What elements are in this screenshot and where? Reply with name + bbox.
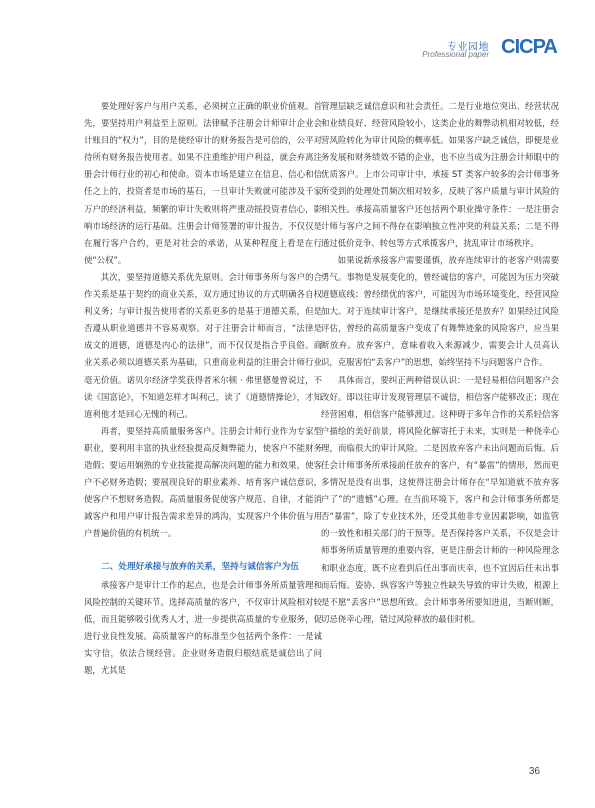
left-column: [84, 98, 322, 679]
paragraph: 其次，要坚持道德关系优先原则。会计师事务所与客户的合作关系是基于契约的商业关系，双方通过协议的方式明确各自权利义务；与审计报告使用者的关系更多的是基于道德关系，但是否遵从职业道德并不容易观察。对于注册会计师而言，“法律是成文的道德，道德是内心的法律”，而不仅仅是指合乎良俗。商业关系必须以道德关系为基础，只重商业利益的注册会计师行业毫无价值。诺贝尔经济学奖获得者米尔顿 · 弗里德曼曾说过，不读《国富论》，不知道怎样才叫利己，读了《道德情操论》，才知道利他才是回心无愧的利己。: [84, 271, 322, 419]
paragraph: 如果说新承接客户需要谨慎，放弃连续审计的老客户则需要勇气。事物是发展变化的，曾经诚信的客户，可能因为压力突破道德底线；曾经绩优的客户，可能因为市场环境变化，经营风险加大。对于连续审计客户，是继续承接还是放弃？如果经过风险评估，曾经的高质量客户变成了有舞弊迹象的风险客户，应当果断放弃。放弃客户，意味着收入来源减少，需要会计人员高认识，克服害怕“丢客户”的思想，始终坚持不与问题客户合作。: [321, 254, 559, 368]
paragraph: 承接客户是审计工作的起点，也是会计师事务所质量管理和风险控制的关键环节。选择高质量的客户，不仅审计风险相对较低，而且能够吸引优秀人才，进一步提供高质量的专业服务，促进行业良性发展。高质量客户的标准至少包括两个条件：一是诚实守信，依法合规经营。企业财务造假归根结底是诚信出了问题，尤其是: [84, 579, 322, 675]
section-title: 专业园地: [447, 42, 489, 53]
section-subtitle: Professional paper: [422, 50, 489, 59]
cicpa-logo: [496, 33, 562, 59]
right-column: [321, 98, 559, 628]
paragraph: 再者，要坚持高质量服务客户。注册会计师行业作为专家型职业，要利用丰富的执业经验提高反舞弊能力，使客户不能财务造假；要运用娴熟的专业技能提高解决问题的能力和效果，使客户不必财务造假；要展现良好的职业素养、培育客户诚信意识，使客户不想财务造假。高质量服务促使客户规范、自律，才能消减客户和用户审计报告需求差异的鸿沟，实现客户个体价值与用户普遍价值的有机统一。: [84, 425, 322, 539]
paragraph: 管理层缺乏诚信意识和社会责任。二是行业地位突出、经营状况和业绩良好、经营风险较小，这类企业的舞弊动机相对较低，经营风险转化为审计风险的概率低。如果客户缺乏诚信，即便是业务发展和财务绩效不错的企业，也不应当成为注册会计师眼中的优质客户。上市公司审计中，承接 ST 类客户较多的会计师事务所受到的处理处罚频次相对较多，反映了客户质量与审计风险的相关性。承接高质量客户还包括两个职业操守条件：一是注册会计师与客户之间不得存在影响独立性冲突的利益关系；二是不得通过低价竞争、转包等方式承揽客户，扰乱审计市场秩序。: [321, 101, 559, 248]
svg-text:CICPA: CICPA: [501, 36, 557, 58]
paragraph: 要处理好客户与用户关系，必须树立正确的职业价值观。首先，要坚持用户利益至上原则。法律赋予注册会计师审计企业会计账目的“权力”，目的是使经审计的财务报告是可信的，公平对待所有财务报告使用者。如果不注重维护用户利益，就会弃离注册会计师行业的初心和使命。资本市场是建立在信息、信心和信任之上的，投资者是市场的基石，一旦审计失败就可能涉及千家万户的经济利益，频繁的审计失败则将严重动摇投资者信心，影响市场经济的运行基础。注册会计师签署的审计报告，不仅仅是在履行客户合约，更是对社会的承诺，从某种程度上看是在行使“公权”。: [84, 101, 322, 265]
page-header: [0, 0, 595, 70]
section-heading: 二、处理好承接与放弃的关系，坚持与诚信客户为伍: [101, 562, 299, 573]
paragraph: 具体而言，要纠正两种错误认识：一是轻易相信问题客户会改好。即以往审计发现管理层不诚信，相信客户能够改正；现在经营困难，相信客户能够渡过。这种碍于多年合作的关系轻信客户描绘的美好前景，将风险化解寄托于未来，实则是一种侥幸心理，而临很大的审计风险。二是因放弃客户未出问题而后悔。后任会计师事务所承接前任放弃的客户，有“暴雷”的情形，然而更多情况是没有出事，这使得注册会计师存在“早知道就不放弃客户了”的“遗憾”心理。在当前环境下，客户和会计师事务所都是否“暴雷”，除了专业技术外，还受其他非专业因素影响，如监管的一致性和相关部门的干预等。是否保持客户关系，不仅是会计师事务所质量管理的重要内容，更是注册会计师的一种风险理念和职业态度，既不应看到后任出事而庆幸，也不宜因后任未出事而后悔。姿协、纵容客户等独立性缺失导致的审计失败，根源上是不愿“丢客户”思想所致。会计师事务所要知进退，当断则断，切忌侥幸心理，错过风险释放的最佳时机。: [321, 374, 559, 624]
page-number: 36: [528, 766, 540, 777]
